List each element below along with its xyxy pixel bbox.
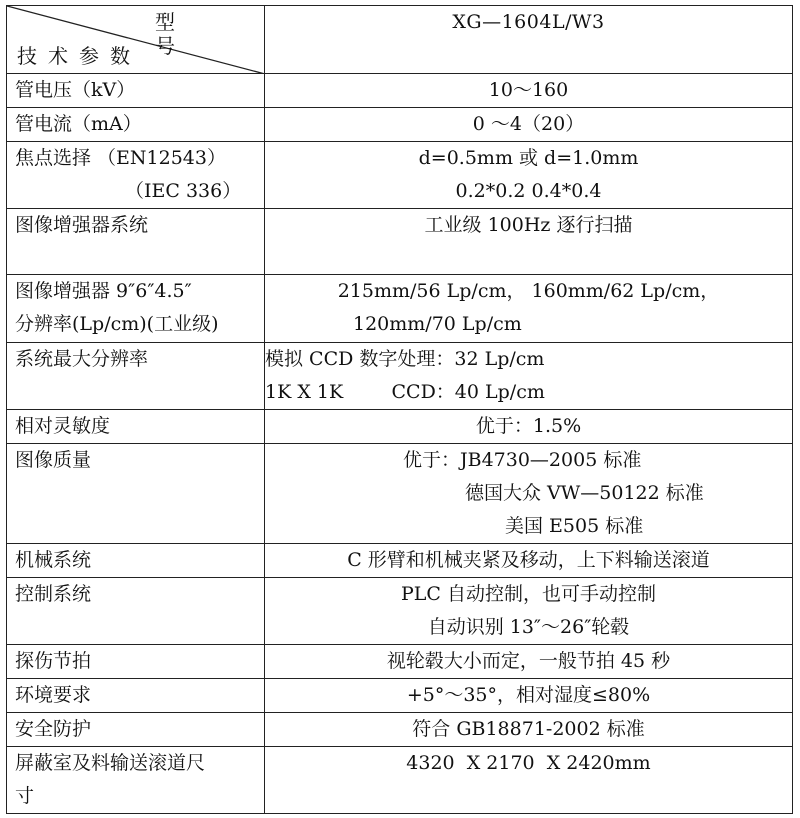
row-value bbox=[265, 343, 793, 410]
row-label-line: 相对灵敏度 bbox=[15, 415, 111, 437]
row-value-line: 1K X 1K CCD：40 Lp/cm bbox=[265, 381, 545, 403]
row-value bbox=[265, 645, 793, 679]
table-row bbox=[7, 209, 793, 275]
table-row bbox=[7, 343, 793, 410]
row-value bbox=[265, 275, 793, 343]
row-label-line: （IEC 336） bbox=[125, 180, 242, 202]
row-value-line: 120mm/70 Lp/cm bbox=[353, 313, 522, 335]
row-value-line: 符合 GB18871-2002 标准 bbox=[412, 718, 645, 740]
row-label-line: 探伤节拍 bbox=[15, 650, 92, 672]
row-value bbox=[265, 74, 793, 108]
row-label bbox=[7, 578, 265, 645]
row-value-line: 视轮毂大小而定，一般节拍 45 秒 bbox=[386, 650, 671, 672]
table-row bbox=[7, 679, 793, 713]
row-value bbox=[265, 142, 793, 209]
row-label bbox=[7, 142, 265, 209]
row-label-line: 安全防护 bbox=[15, 718, 92, 740]
row-value-line: 优于：JB4730—2005 标准 bbox=[403, 449, 642, 471]
spec-table bbox=[6, 5, 793, 814]
table-row bbox=[7, 444, 793, 544]
row-label-line: 分辨率(Lp/cm)(工业级) bbox=[15, 313, 219, 335]
header-row bbox=[7, 6, 793, 74]
table-row bbox=[7, 578, 793, 645]
row-label-line: 管电流（mA） bbox=[15, 113, 142, 135]
row-label-line: 图像增强器 9″6″4.5″ bbox=[15, 280, 192, 302]
row-label-line: 焦点选择 （EN12543） bbox=[15, 147, 226, 169]
row-label bbox=[7, 275, 265, 343]
model-value: XG—1604L/W3 bbox=[265, 6, 793, 74]
row-label bbox=[7, 74, 265, 108]
row-value bbox=[265, 444, 793, 544]
row-value-line: 4320 X 2170 X 2420mm bbox=[406, 752, 651, 774]
row-value-line: 215mm/56 Lp/cm， 160mm/62 Lp/cm， bbox=[337, 280, 720, 302]
row-label bbox=[7, 544, 265, 578]
row-label-line: 控制系统 bbox=[15, 583, 92, 605]
params-label: 技术参数 bbox=[17, 44, 141, 68]
row-label bbox=[7, 410, 265, 444]
row-value-line: 0.2*0.2 0.4*0.4 bbox=[455, 180, 602, 202]
row-value bbox=[265, 679, 793, 713]
model-label: 型号 bbox=[155, 10, 233, 58]
row-value-line: 模拟 CCD 数字处理：32 Lp/cm bbox=[265, 348, 545, 370]
row-value bbox=[265, 747, 793, 814]
row-label-line: 屏蔽室及料输送滚道尺 bbox=[15, 752, 206, 774]
header-diagonal-cell bbox=[7, 6, 265, 74]
row-value-line: 优于：1.5% bbox=[475, 415, 582, 437]
row-label bbox=[7, 343, 265, 410]
row-label-line: 管电压（kV） bbox=[15, 79, 136, 101]
row-value-line: 工业级 100Hz 逐行扫描 bbox=[424, 214, 633, 236]
table-row bbox=[7, 142, 793, 209]
row-value bbox=[265, 544, 793, 578]
row-label-line: 寸 bbox=[15, 785, 35, 807]
row-label bbox=[7, 108, 265, 142]
table-row bbox=[7, 645, 793, 679]
row-value-line: 10～160 bbox=[488, 79, 569, 101]
row-value-line: PLC 自动控制，也可手动控制 bbox=[401, 583, 656, 605]
row-value-line: +5°～35°，相对湿度≤80% bbox=[406, 684, 651, 706]
row-label-line: 系统最大分辨率 bbox=[15, 348, 149, 370]
row-label bbox=[7, 444, 265, 544]
row-value-line: 德国大众 VW—50122 标准 bbox=[465, 482, 704, 504]
table-row bbox=[7, 275, 793, 343]
row-label-line: 图像增强器系统 bbox=[15, 214, 149, 236]
row-label bbox=[7, 713, 265, 747]
row-value bbox=[265, 578, 793, 645]
row-value-line: d=0.5mm 或 d=1.0mm bbox=[418, 147, 639, 169]
table-row bbox=[7, 713, 793, 747]
row-value-line: 美国 E505 标准 bbox=[505, 515, 644, 537]
table-row bbox=[7, 108, 793, 142]
row-value bbox=[265, 209, 793, 275]
row-value bbox=[265, 713, 793, 747]
row-value-line: 自动识别 13″～26″轮毂 bbox=[427, 616, 630, 638]
row-label-line: 环境要求 bbox=[15, 684, 92, 706]
row-label bbox=[7, 645, 265, 679]
row-value-line: 0 ～4（20） bbox=[472, 113, 585, 135]
row-label-line: 图像质量 bbox=[15, 449, 92, 471]
table-row bbox=[7, 747, 793, 814]
row-label bbox=[7, 209, 265, 275]
row-label bbox=[7, 747, 265, 814]
table-row bbox=[7, 74, 793, 108]
row-value-line: C 形臂和机械夹紧及移动，上下料输送滚道 bbox=[347, 549, 710, 571]
row-value bbox=[265, 410, 793, 444]
table-row bbox=[7, 544, 793, 578]
row-value bbox=[265, 108, 793, 142]
row-label-line: 机械系统 bbox=[15, 549, 92, 571]
table-row bbox=[7, 410, 793, 444]
row-label bbox=[7, 679, 265, 713]
